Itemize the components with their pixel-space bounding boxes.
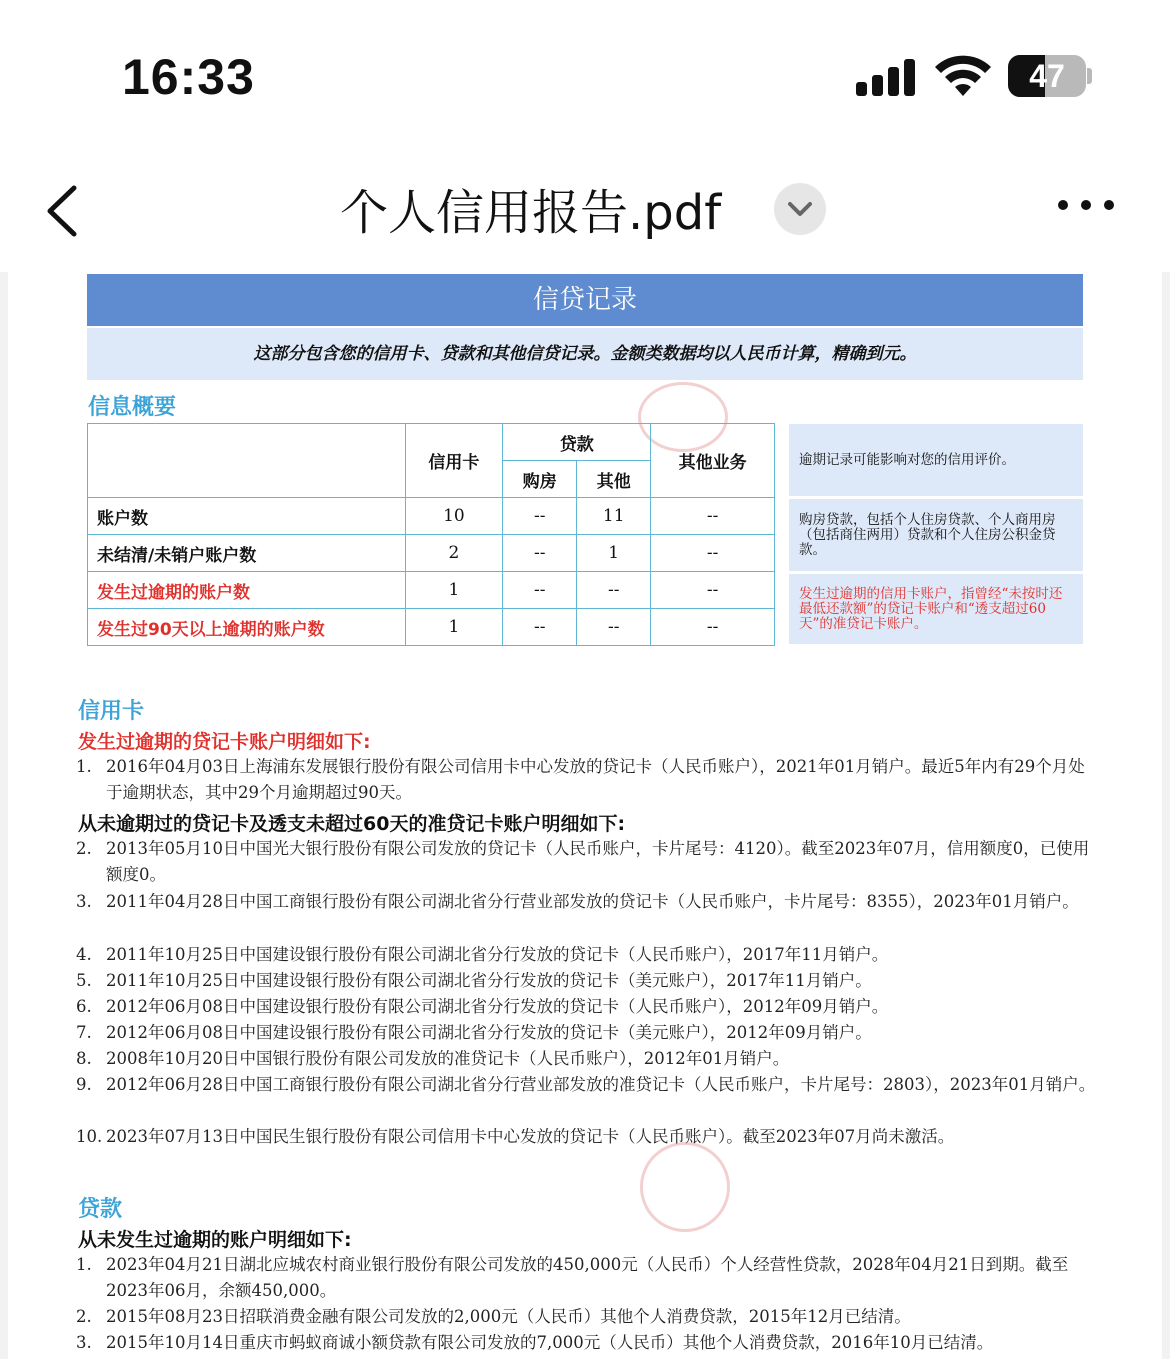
cell-housing: -- — [503, 572, 577, 609]
item-text: 2011年10月25日中国建设银行股份有限公司湖北省分行发放的贷记卡（人民币账户），2017年11月销户。 — [106, 945, 889, 964]
table-row — [88, 572, 775, 609]
item-text: 2011年10月25日中国建设银行股份有限公司湖北省分行发放的贷记卡（美元账户），2017年11月销户。 — [106, 971, 872, 990]
item-number: 1. — [76, 757, 92, 776]
table-corner — [88, 424, 406, 498]
item-text: 2016年04月03日上海浦东发展银行股份有限公司信用卡中心发放的贷记卡（人民币账户），2021年01月销户。最近5年内有29个月处于逾期状态，其中29个月逾期超过90天。 — [106, 757, 1085, 802]
item-text: 2012年06月28日中国工商银行股份有限公司湖北省分行营业部发放的准贷记卡（人民币账户，卡片尾号：2803），2023年01月销户。 — [106, 1075, 1096, 1094]
overview-table — [87, 423, 775, 646]
credit-card-title: 信用卡 — [78, 699, 145, 724]
document-title: 个人信用报告.pdf — [340, 185, 722, 241]
more-options-button[interactable] — [1054, 190, 1118, 220]
item-text: 2011年04月28日中国工商银行股份有限公司湖北省分行营业部发放的贷记卡（人民币账户，卡片尾号：8355），2023年01月销户。 — [106, 892, 1079, 911]
item-text: 2023年07月13日中国民生银行股份有限公司信用卡中心发放的贷记卡（人民币账户）。截至2023年07月尚未激活。 — [106, 1127, 955, 1146]
row-label: 账户数 — [88, 498, 406, 535]
section-description: 这部分包含您的信用卡、贷款和其他信贷记录。金额类数据均以人民币计算，精确到元。 — [87, 328, 1083, 380]
item-text: 2015年08月23日招联消费金融有限公司发放的2,000元（人民币）其他个人消费贷款，2015年12月已结清。 — [106, 1307, 911, 1326]
header-loan: 贷款 — [503, 424, 651, 461]
item-number: 2. — [76, 839, 92, 858]
cell-housing: -- — [503, 609, 577, 646]
loan-heading: 从未发生过逾期的账户明细如下: — [78, 1229, 352, 1251]
side-note: 购房贷款，包括个人住房贷款、个人商用房（包括商住两用）贷款和个人住房公积金贷款。 — [789, 499, 1083, 571]
cell-other: 1 — [577, 535, 651, 572]
header-other: 其他 — [577, 461, 651, 498]
list-item — [76, 1072, 1096, 1098]
status-bar — [0, 0, 1170, 150]
item-text: 2012年06月08日中国建设银行股份有限公司湖北省分行发放的贷记卡（人民币账户），2012年09月销户。 — [106, 997, 889, 1016]
list-item — [76, 1330, 1096, 1356]
cell-credit-card: 10 — [405, 498, 503, 535]
wifi-icon — [934, 54, 992, 98]
overview-title: 信息概要 — [88, 395, 177, 420]
cell-other-business: -- — [651, 572, 775, 609]
cell-credit-card: 1 — [405, 609, 503, 646]
table-row — [88, 535, 775, 572]
cell-credit-card: 2 — [405, 535, 503, 572]
item-number: 9. — [76, 1075, 92, 1094]
item-number: 1. — [76, 1255, 92, 1274]
item-text: 2012年06月08日中国建设银行股份有限公司湖北省分行发放的贷记卡（美元账户），2012年09月销户。 — [106, 1023, 872, 1042]
header-housing: 购房 — [503, 461, 577, 498]
list-item — [76, 754, 1096, 806]
list-item — [76, 1304, 1096, 1330]
list-item — [76, 968, 1096, 994]
cell-other: 11 — [577, 498, 651, 535]
watermark-seal — [640, 1142, 730, 1232]
item-number: 5. — [76, 971, 92, 990]
back-chevron-icon[interactable] — [36, 176, 96, 246]
cell-other-business: -- — [651, 535, 775, 572]
loan-title: 贷款 — [78, 1197, 123, 1222]
item-text: 2023年04月21日湖北应城农村商业银行股份有限公司发放的450,000元（人民币）个人经营性贷款，2028年04月21日到期。截至2023年06月，余额450,000。 — [106, 1255, 1069, 1300]
status-time: 16:33 — [122, 49, 255, 105]
cell-other: -- — [577, 609, 651, 646]
row-label: 发生过逾期的账户数 — [88, 572, 406, 609]
table-row — [88, 498, 775, 535]
chevron-down-icon — [774, 183, 826, 235]
item-number: 3. — [76, 1333, 92, 1352]
header-other-business: 其他业务 — [651, 424, 775, 498]
side-note: 发生过逾期的信用卡账户，指曾经“未按时还最低还款额”的贷记卡账户和“透支超过60天”的准贷记卡账户。 — [789, 574, 1083, 644]
cell-other-business: -- — [651, 609, 775, 646]
list-item — [76, 1252, 1096, 1304]
list-item — [76, 994, 1096, 1020]
battery-icon — [1008, 55, 1086, 97]
list-item — [76, 889, 1096, 915]
list-item — [76, 1020, 1096, 1046]
pdf-page — [8, 272, 1162, 1359]
nav-bar — [0, 150, 1170, 272]
cellular-signal-icon — [856, 58, 916, 96]
item-number: 8. — [76, 1049, 92, 1068]
item-number: 10. — [76, 1127, 103, 1146]
title-dropdown-button[interactable] — [774, 183, 826, 235]
side-note: 逾期记录可能影响对您的信用评价。 — [789, 424, 1083, 496]
list-item — [76, 942, 1096, 968]
cell-other: -- — [577, 572, 651, 609]
item-number: 6. — [76, 997, 92, 1016]
item-text: 2015年10月14日重庆市蚂蚁商诚小额贷款有限公司发放的7,000元（人民币）其他个人消费贷款，2016年10月已结清。 — [106, 1333, 994, 1352]
cell-housing: -- — [503, 535, 577, 572]
item-number: 3. — [76, 892, 92, 911]
cell-other-business: -- — [651, 498, 775, 535]
battery-percent: 47 — [1029, 58, 1065, 94]
overdue-heading: 发生过逾期的贷记卡账户明细如下: — [78, 731, 371, 753]
row-label: 未结清/未销户账户数 — [88, 535, 406, 572]
list-item — [76, 1124, 1096, 1150]
table-row — [88, 609, 775, 646]
pdf-viewer[interactable] — [0, 272, 1170, 1359]
list-item — [76, 836, 1096, 888]
header-credit-card: 信用卡 — [405, 424, 503, 498]
item-number: 4. — [76, 945, 92, 964]
cell-housing: -- — [503, 498, 577, 535]
normal-heading: 从未逾期过的贷记卡及透支未超过60天的准贷记卡账户明细如下: — [78, 813, 626, 835]
battery-cap — [1087, 68, 1092, 84]
section-title: 信贷记录 — [87, 274, 1083, 326]
item-number: 2. — [76, 1307, 92, 1326]
item-text: 2013年05月10日中国光大银行股份有限公司发放的贷记卡（人民币账户，卡片尾号：4120）。截至2023年07月，信用额度0，已使用额度0。 — [106, 839, 1090, 884]
list-item — [76, 1046, 1096, 1072]
cell-credit-card: 1 — [405, 572, 503, 609]
item-text: 2008年10月20日中国银行股份有限公司发放的准贷记卡（人民币账户），2012年01月销户。 — [106, 1049, 790, 1068]
row-label: 发生过90天以上逾期的账户数 — [88, 609, 406, 646]
item-number: 7. — [76, 1023, 92, 1042]
